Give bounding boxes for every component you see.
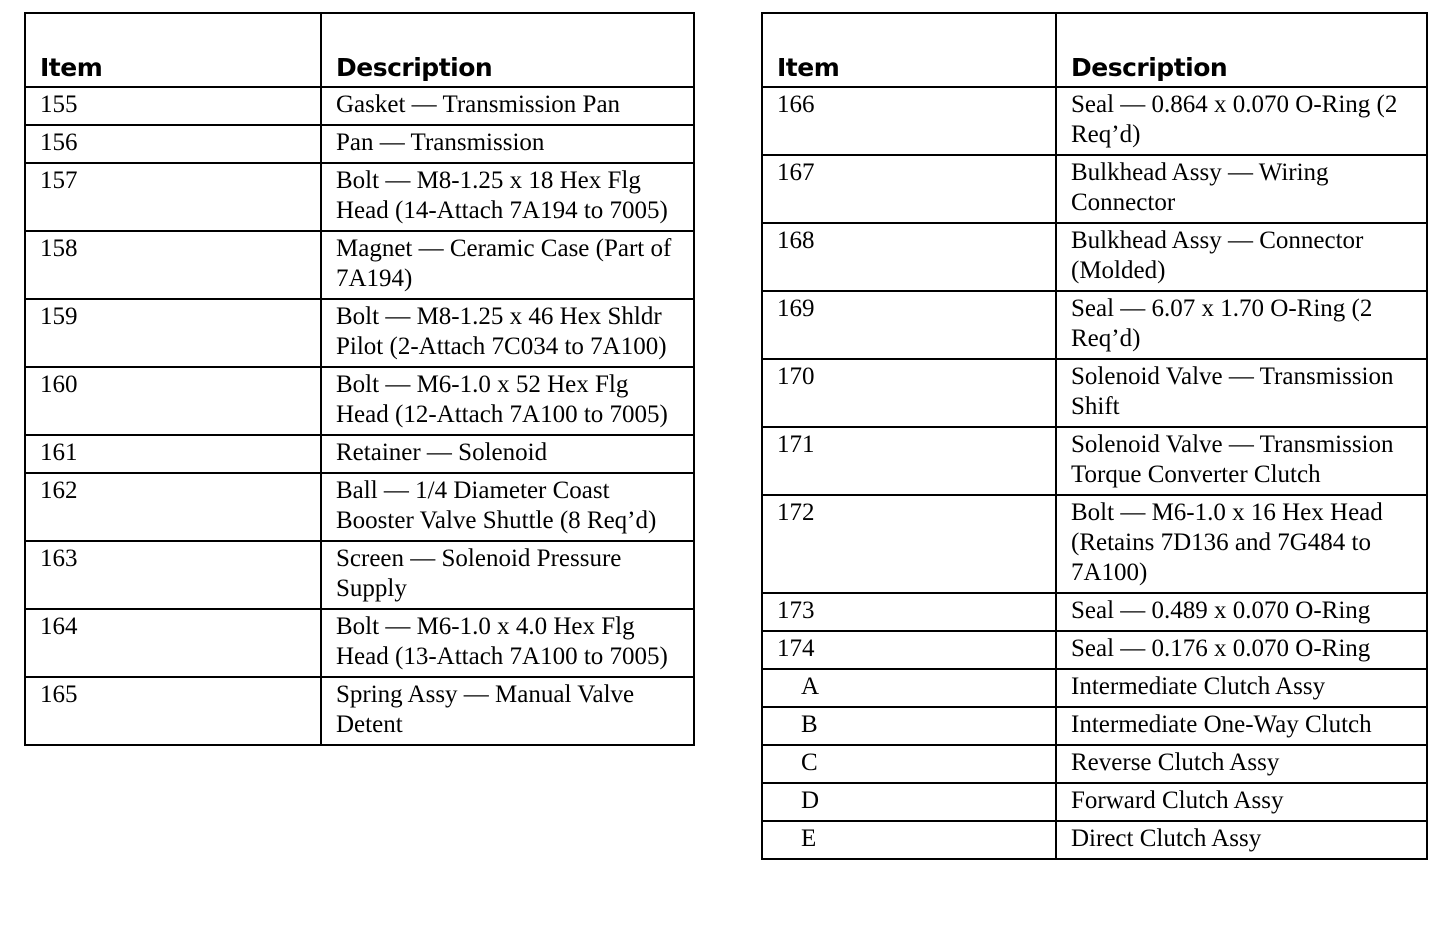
- item-letter: A: [762, 669, 1056, 707]
- table-row: [762, 359, 1427, 427]
- item-number: 171: [762, 427, 1056, 495]
- table-row: [762, 745, 1427, 783]
- item-number: 173: [762, 593, 1056, 631]
- item-number: 155: [25, 87, 321, 125]
- item-description: Seal — 6.07 x 1.70 O-Ring (2 Req’d): [1056, 291, 1427, 359]
- item-number: 158: [25, 231, 321, 299]
- table-row: [762, 593, 1427, 631]
- table-row: [25, 231, 694, 299]
- table-row: [25, 609, 694, 677]
- table-row: [25, 435, 694, 473]
- item-column-header: Item: [25, 13, 321, 87]
- item-description: Direct Clutch Assy: [1056, 821, 1427, 859]
- item-number: 163: [25, 541, 321, 609]
- item-description: Solenoid Valve — Transmission Torque Converter Clutch: [1056, 427, 1427, 495]
- table-row: [762, 631, 1427, 669]
- item-description: Spring Assy — Manual Valve Detent: [321, 677, 694, 745]
- item-number: 165: [25, 677, 321, 745]
- item-description: Bolt — M6-1.0 x 16 Hex Head (Retains 7D136 and 7G484 to 7A100): [1056, 495, 1427, 593]
- item-number: 160: [25, 367, 321, 435]
- item-description: Intermediate Clutch Assy: [1056, 669, 1427, 707]
- table-row: [762, 783, 1427, 821]
- item-number: 170: [762, 359, 1056, 427]
- item-column-header: Item: [762, 13, 1056, 87]
- table-row: [25, 367, 694, 435]
- item-description: Retainer — Solenoid: [321, 435, 694, 473]
- table-row: [25, 299, 694, 367]
- item-number: 167: [762, 155, 1056, 223]
- item-description: Reverse Clutch Assy: [1056, 745, 1427, 783]
- table-row: [25, 125, 694, 163]
- table-row: [762, 821, 1427, 859]
- item-description: Solenoid Valve — Transmission Shift: [1056, 359, 1427, 427]
- description-column-header: Description: [1056, 13, 1427, 87]
- item-number: 172: [762, 495, 1056, 593]
- table-row: [25, 163, 694, 231]
- item-number: 156: [25, 125, 321, 163]
- item-description: Bolt — M8-1.25 x 18 Hex Flg Head (14-Attach 7A194 to 7005): [321, 163, 694, 231]
- table-row: [25, 541, 694, 609]
- item-description: Bolt — M6-1.0 x 4.0 Hex Flg Head (13-Attach 7A100 to 7005): [321, 609, 694, 677]
- item-description: Forward Clutch Assy: [1056, 783, 1427, 821]
- item-number: 168: [762, 223, 1056, 291]
- table-row: [762, 495, 1427, 593]
- item-description: Intermediate One-Way Clutch: [1056, 707, 1427, 745]
- item-description: Magnet — Ceramic Case (Part of 7A194): [321, 231, 694, 299]
- header-row: [762, 13, 1427, 87]
- parts-table-right: [761, 12, 1428, 860]
- item-description: Seal — 0.176 x 0.070 O-Ring: [1056, 631, 1427, 669]
- item-description: Bolt — M8-1.25 x 46 Hex Shldr Pilot (2-Attach 7C034 to 7A100): [321, 299, 694, 367]
- table-row: [762, 223, 1427, 291]
- table-row: [762, 427, 1427, 495]
- table-row: [25, 473, 694, 541]
- item-number: 166: [762, 87, 1056, 155]
- table-row: [762, 707, 1427, 745]
- item-description: Bulkhead Assy — Wiring Connector: [1056, 155, 1427, 223]
- item-number: 159: [25, 299, 321, 367]
- item-description: Ball — 1/4 Diameter Coast Booster Valve Shuttle (8 Req’d): [321, 473, 694, 541]
- item-number: 169: [762, 291, 1056, 359]
- table-row: [762, 291, 1427, 359]
- item-description: Seal — 0.489 x 0.070 O-Ring: [1056, 593, 1427, 631]
- table-row: [762, 669, 1427, 707]
- table-row: [25, 677, 694, 745]
- item-description: Gasket — Transmission Pan: [321, 87, 694, 125]
- table-row: [762, 87, 1427, 155]
- item-description: Bulkhead Assy — Connector (Molded): [1056, 223, 1427, 291]
- item-letter: D: [762, 783, 1056, 821]
- item-number: 164: [25, 609, 321, 677]
- table-row: [762, 155, 1427, 223]
- item-number: 157: [25, 163, 321, 231]
- item-letter: E: [762, 821, 1056, 859]
- item-number: 161: [25, 435, 321, 473]
- table-row: [25, 87, 694, 125]
- item-description: Screen — Solenoid Pressure Supply: [321, 541, 694, 609]
- item-description: Pan — Transmission: [321, 125, 694, 163]
- description-column-header: Description: [321, 13, 694, 87]
- item-number: 174: [762, 631, 1056, 669]
- item-description: Bolt — M6-1.0 x 52 Hex Flg Head (12-Attach 7A100 to 7005): [321, 367, 694, 435]
- item-letter: C: [762, 745, 1056, 783]
- parts-table-left: [24, 12, 695, 746]
- item-letter: B: [762, 707, 1056, 745]
- item-number: 162: [25, 473, 321, 541]
- header-row: [25, 13, 694, 87]
- item-description: Seal — 0.864 x 0.070 O-Ring (2 Req’d): [1056, 87, 1427, 155]
